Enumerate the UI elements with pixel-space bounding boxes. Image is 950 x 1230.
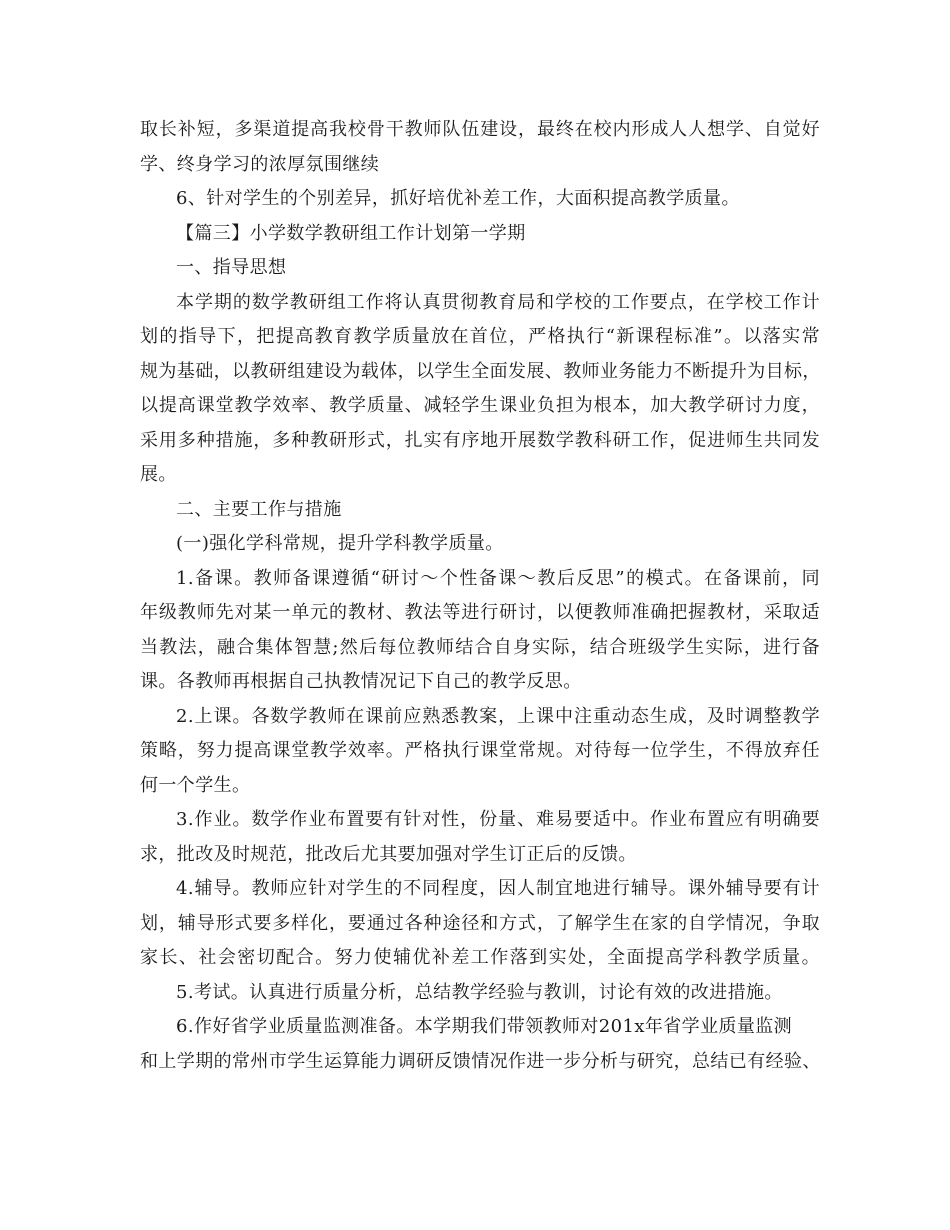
text-line: 3.作业。数学作业布置要有针对性，份量、难易要适中。作业布置应有明确要 [176,809,820,830]
text-line: 1.备课。教师备课遵循“研讨～个性备课～教后反思”的模式。在备课前，同 [176,567,820,589]
text-line: 年级教师先对某一单元的教材、教法等进行研讨，以便教师准确把握教材，采取适 [140,602,820,623]
text-line: 5.考试。认真进行质量分析，总结教学经验与教训，讨论有效的改进措施。 [176,981,783,1003]
text-line: 二、主要工作与措施 [176,498,342,520]
text-line: 采用多种措施，多种教研形式，扎实有序地开展数学教科研工作，促进师生共同发 [140,429,820,451]
text-line: 家长、社会密切配合。努力使辅优补差工作落到实处，全面提高学科教学质量。 [140,947,820,968]
text-line: 和上学期的常州市学生运算能力调研反馈情况作进一步分析与研究，总结已有经验、 [140,1050,821,1072]
text-line: 6、针对学生的个别差异，抓好培优补差工作，大面积提高教学质量。 [176,188,740,209]
text-line: 【篇三】小学数学教研组工作计划第一学期 [176,222,526,244]
text-line: 策略，努力提高课堂教学效率。严格执行课堂常规。对待每一位学生，不得放弃任 [140,740,820,761]
document-body [140,113,820,1079]
text-line: 当教法，融合集体智慧;然后每位教师结合自身实际，结合班级学生实际，进行备 [140,636,820,658]
text-line: 4.辅导。教师应针对学生的不同程度，因人制宜地进行辅导。课外辅导要有计 [176,878,820,899]
text-line: 课。各教师再根据自己执教情况记下自己的教学反思。 [140,671,582,692]
text-line: 取长补短，多渠道提高我校骨干教师队伍建设，最终在校内形成人人想学、自觉好 [140,119,820,140]
text-line: 6.作好省学业质量监测准备。本学期我们带领教师对201x年省学业质量监测 [176,1016,793,1037]
text-line: 划的指导下，把提高教育教学质量放在首位，严格执行“新课程标准”。以落实常 [140,326,820,347]
text-line: 2.上课。各数学教师在课前应熟悉教案，上课中注重动态生成，及时调整教学 [176,705,820,727]
text-line: 本学期的数学教研组工作将认真贯彻教育局和学校的工作要点，在学校工作计 [176,291,820,313]
text-line: 划，辅导形式要多样化，要通过各种途径和方式，了解学生在家的自学情况，争取 [140,912,820,934]
text-line: 展。 [140,464,177,485]
text-line: 规为基础，以教研组建设为载体，以学生全面发展、教师业务能力不断提升为目标， [140,360,821,382]
text-line: 求，批改及时规范，批改后尤其要加强对学生订正后的反馈。 [140,843,637,865]
text-line: (一)强化学科常规，提升学科教学质量。 [176,533,504,554]
text-line: 何一个学生。 [140,774,251,796]
text-line: 一、指导思想 [176,257,287,278]
text-line: 以提高课堂教学效率、教学质量、减轻学生课业负担为根本，加大教学研讨力度， [140,395,820,416]
text-line: 学、终身学习的浓厚氛围继续 [140,153,380,175]
